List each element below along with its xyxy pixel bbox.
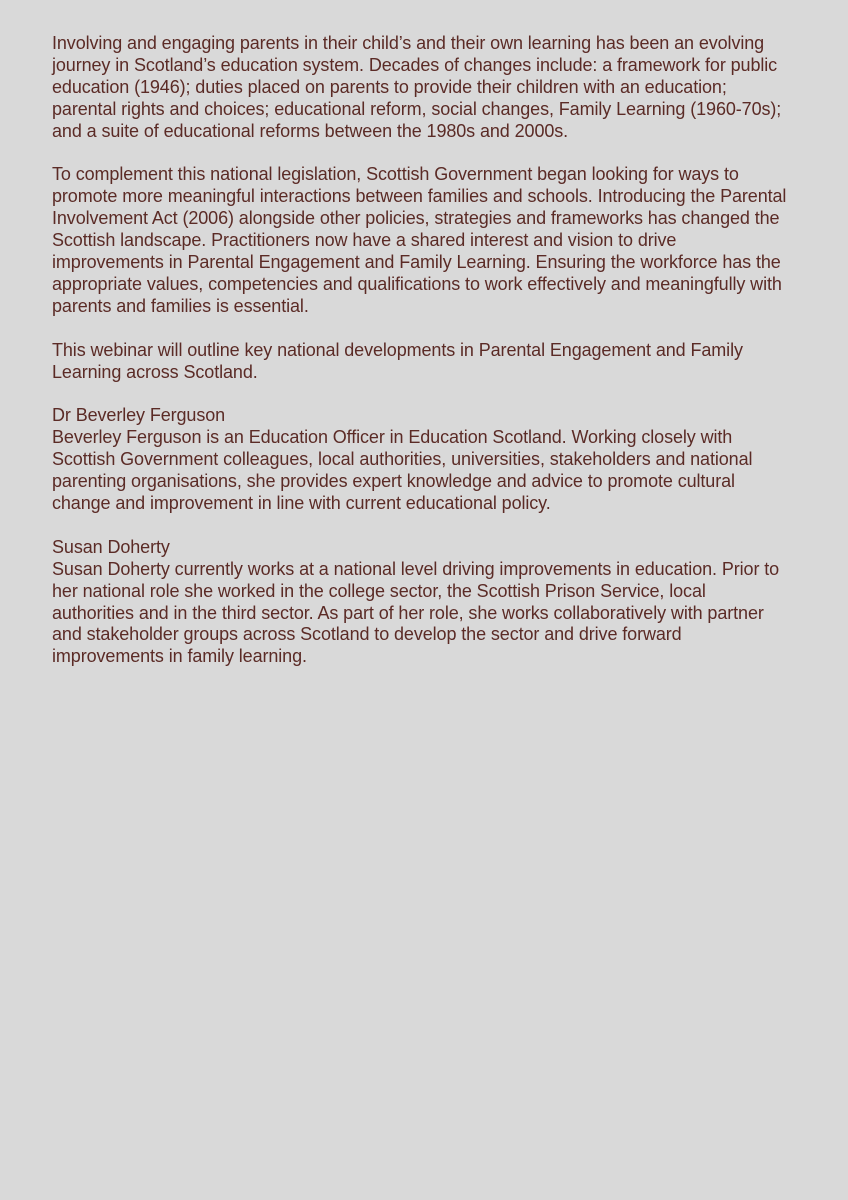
speaker-block-ferguson	[52, 405, 792, 515]
intro-paragraph-legislation: To complement this national legislation, Scottish Government began looking for ways to promote more meaningful interactions between families and schools. Introducing the Parental Involvement Act (2006) alongside other policies, strategies and frameworks has changed the Scottish landscape. Practitioners now have a shared interest and vision to drive improvements in Parental Engagement and Family Learning. Ensuring the workforce has the appropriate values, competencies and qualifications to work effectively and meaningfully with parents and families is essential.	[52, 164, 787, 316]
intro-paragraph-history: Involving and engaging parents in their child’s and their own learning has been an evolving journey in Scotland’s education system. Decades of changes include: a framework for public education (1946); duties placed on parents to provide their children with an education; parental rights and choices; educational reform, social changes, Family Learning (1960-70s); and a suite of educational reforms between the 1980s and 2000s.	[52, 33, 782, 141]
speaker-block-doherty	[52, 537, 792, 668]
speaker-name: Susan Doherty	[52, 536, 170, 557]
speaker-name: Dr Beverley Ferguson	[52, 405, 226, 426]
speaker-bio: Susan Doherty currently works at a national level driving improvements in education. Prior to her national role she worked in the college sector, the Scottish Prison Service, local authorities and in the third sector. As part of her role, she works collaboratively with partner and stakeholder groups across Scotland to develop the sector and drive forward improvements in family learning.	[52, 558, 780, 667]
intro-paragraph-webinar: This webinar will outline key national developments in Parental Engagement and Family Learning across Scotland.	[52, 339, 743, 382]
speaker-bio: Beverley Ferguson is an Education Officer in Education Scotland. Working closely with Scottish Government colleagues, local authorities, universities, stakeholders and national parenting organisations, she provides expert knowledge and advice to promote cultural change and improvement in line with current educational policy.	[52, 427, 753, 513]
document-body	[52, 33, 792, 690]
